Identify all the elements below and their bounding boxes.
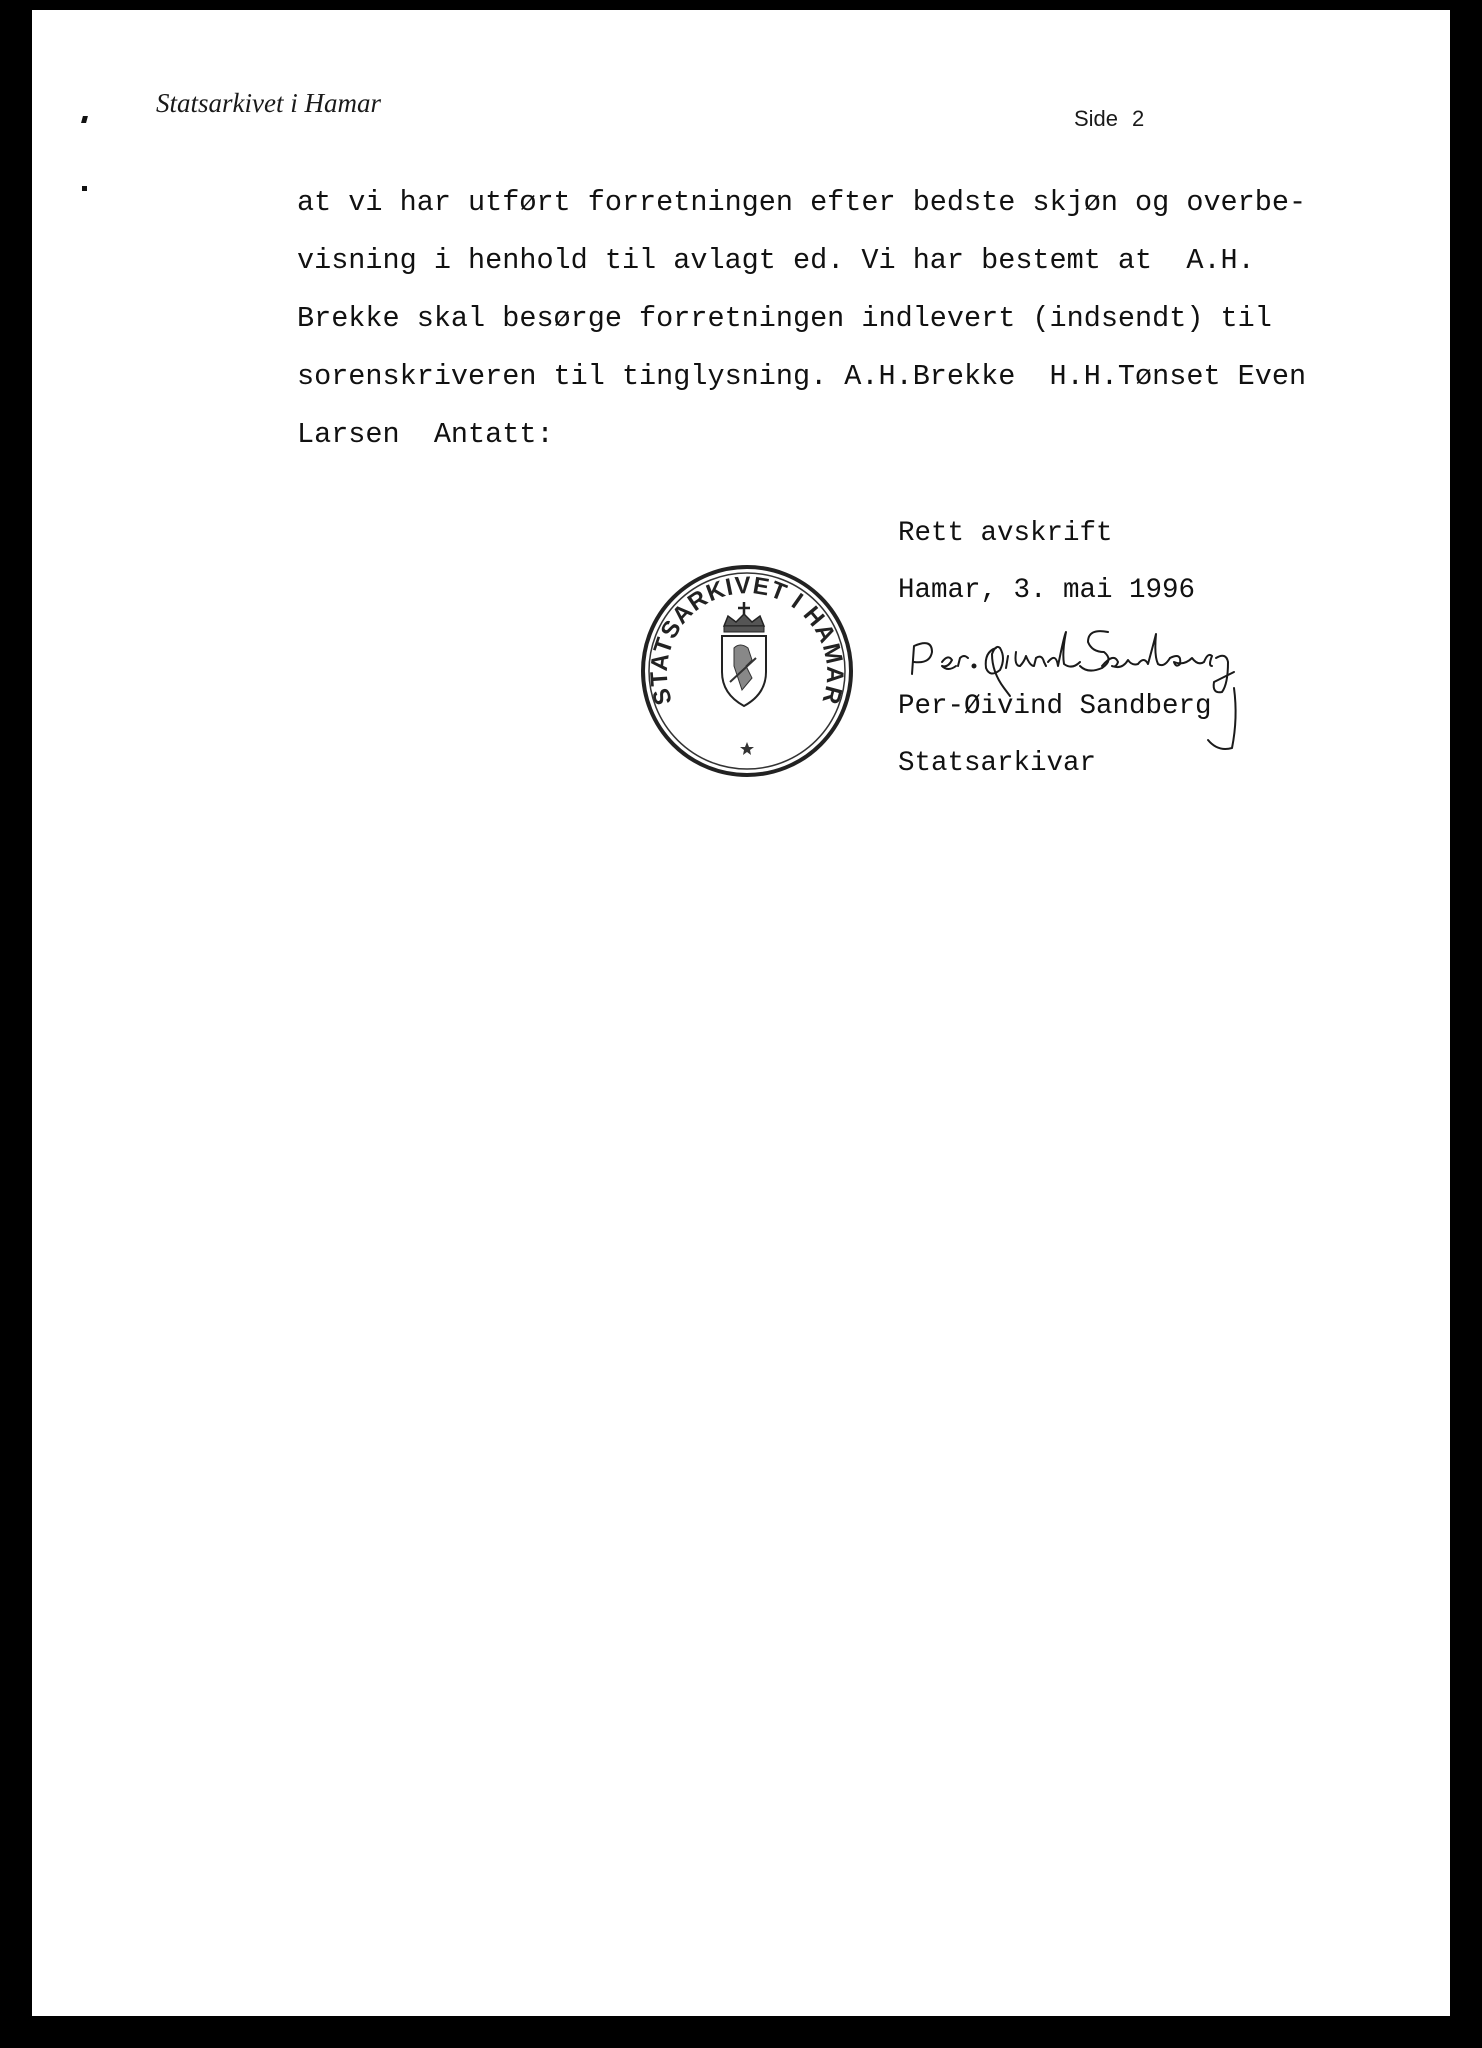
body-line: sorenskriveren til tinglysning. A.H.Brekke H.H.Tønset Even xyxy=(297,360,1307,393)
certification-line: Rett avskrift xyxy=(898,518,1113,549)
margin-mark xyxy=(81,116,88,123)
place-date-line: Hamar, 3. mai 1996 xyxy=(898,575,1196,606)
body-paragraph xyxy=(297,174,1357,464)
star-icon xyxy=(740,742,754,755)
margin-mark xyxy=(82,186,87,191)
seal-text: STATSARKIVET I HAMAR xyxy=(645,571,849,708)
document-page xyxy=(32,10,1450,2016)
body-line: at vi har utført forretningen efter bedste skjøn og overbe- xyxy=(297,186,1307,219)
signature-text: Per-Øivind Sandberg xyxy=(896,641,913,643)
archive-seal-stamp xyxy=(638,562,856,780)
letterhead: Statsarkivet i Hamar xyxy=(156,88,381,118)
page-number xyxy=(1074,106,1144,132)
page-number-label: Side xyxy=(1074,106,1119,131)
page-number-value: 2 xyxy=(1132,106,1145,131)
body-line: Brekke skal besørge forretningen indlevert (indsendt) til xyxy=(297,302,1272,335)
signatory-name: Per-Øivind Sandberg xyxy=(898,691,1212,722)
coat-of-arms-icon xyxy=(722,602,766,706)
body-line: visning i henhold til avlagt ed. Vi har bestemt at A.H. xyxy=(297,244,1255,277)
body-line: Larsen Antatt: xyxy=(297,418,554,451)
signatory-title: Statsarkivar xyxy=(898,748,1097,779)
